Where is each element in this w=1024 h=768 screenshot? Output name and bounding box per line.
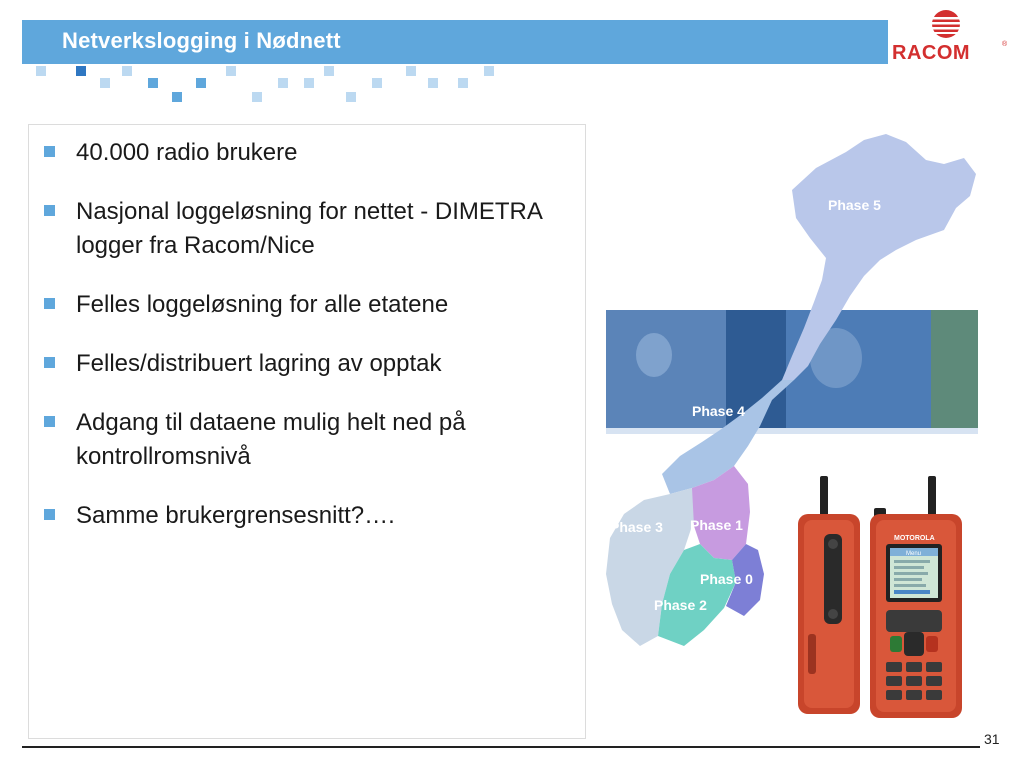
- radio-handsets-image: [790, 474, 970, 720]
- radio-screen-title: Menu: [906, 551, 922, 557]
- slide-title: Netverkslogging i Nødnett: [62, 28, 341, 53]
- radio-brand: MOTOROLA: [894, 535, 935, 542]
- phase-5-label: Phase 5: [828, 197, 881, 213]
- racom-logo: [886, 8, 1016, 68]
- phase-2-label: Phase 2: [654, 597, 707, 613]
- phase-3-label: Phase 3: [610, 519, 663, 535]
- bullet-square-icon: [44, 205, 55, 216]
- radio-side-view: [798, 476, 860, 714]
- logo-registered: ®: [1002, 41, 1008, 48]
- phase-4-label: Phase 4: [692, 403, 745, 419]
- logo-text: RACOM: [892, 42, 971, 64]
- bullet-item: Samme brukergrensesnitt?….: [44, 499, 564, 533]
- bullet-square-icon: [44, 416, 55, 427]
- bullet-square-icon: [44, 146, 55, 157]
- phase-0-label: Phase 0: [700, 571, 753, 587]
- footer-divider: [22, 746, 980, 748]
- page-number: 31: [984, 731, 1000, 747]
- bullet-item: 40.000 radio brukere: [44, 136, 564, 170]
- radio-front-view: [870, 476, 962, 718]
- bullet-item: Nasjonal loggeløsning for nettet - DIMETRA logger fra Racom/Nice: [44, 195, 564, 263]
- bullet-square-icon: [44, 298, 55, 309]
- phase-1-label: Phase 1: [690, 517, 743, 533]
- bullet-item: Felles/distribuert lagring av opptak: [44, 347, 564, 381]
- bullet-list: [44, 136, 564, 558]
- bullet-square-icon: [44, 509, 55, 520]
- bullet-item: Felles loggeløsning for alle etatene: [44, 288, 564, 322]
- bullet-square-icon: [44, 357, 55, 368]
- bullet-item: Adgang til dataene mulig helt ned på kontrollromsnivå: [44, 406, 564, 474]
